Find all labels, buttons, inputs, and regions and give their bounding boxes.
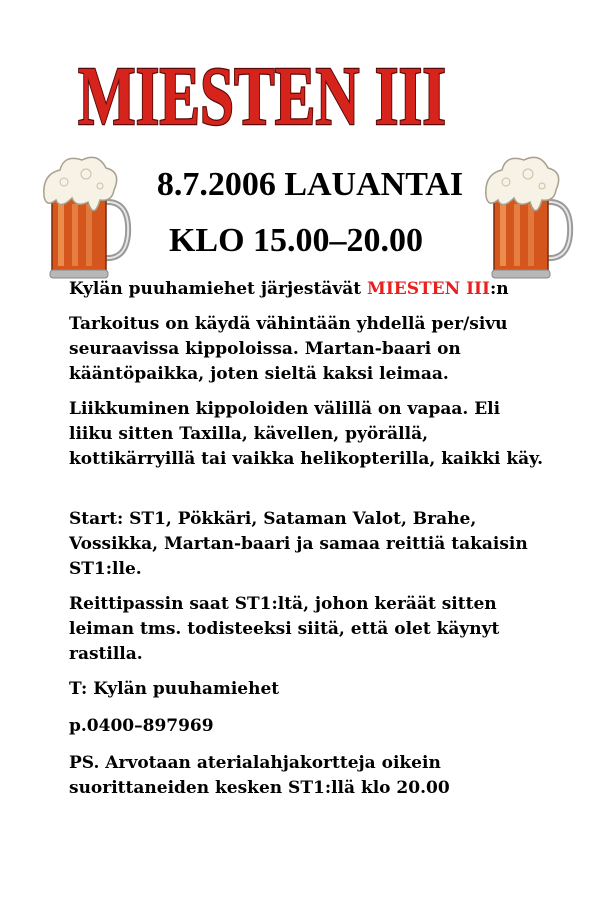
phone-line: p.0400–897969 xyxy=(69,716,214,736)
intro-text: Kylän puuhamiehet järjestävät xyxy=(69,279,368,299)
poster-title xyxy=(70,50,460,143)
event-date: 8.7.2006 LAUANTAI xyxy=(156,166,464,203)
ps-paragraph: PS. Arvotaan aterialahjakortteja oikein suorittaneiden kesken ST1:llä klo 20.00 xyxy=(69,753,450,798)
purpose-paragraph: Tarkoitus on käydä vähintään yhdellä per/sivu seuraavissa kippoloissa. Martan-baari on kääntöpaikka, joten sieltä kaksi leimaa. xyxy=(69,314,508,384)
organizer-line: T: Kylän puuhamiehet xyxy=(69,679,280,699)
event-name-highlight: MIESTEN III xyxy=(367,279,490,299)
movement-paragraph: Liikkuminen kippoloiden välillä on vapaa. Eli liiku sitten Taxilla, kävellen, pyörällä, kottikärryillä tai vaikka helikopterilla, kaikki käy. xyxy=(69,399,544,469)
poster-body xyxy=(69,277,569,801)
intro-suffix: :n xyxy=(489,279,509,299)
passport-paragraph: Reittipassin saat ST1:ltä, johon keräät sitten leiman tms. todisteeksi siitä, että olet käynyt rastilla. xyxy=(69,594,500,664)
intro-line xyxy=(69,277,569,302)
poster-title-text: MIESTEN III xyxy=(78,50,446,143)
route-paragraph: Start: ST1, Pökkäri, Sataman Valot, Brahe, Vossikka, Martan-baari ja samaa reittiä takaisin ST1:lle. xyxy=(69,509,528,579)
event-time: KLO 15.00–20.00 xyxy=(168,222,424,259)
